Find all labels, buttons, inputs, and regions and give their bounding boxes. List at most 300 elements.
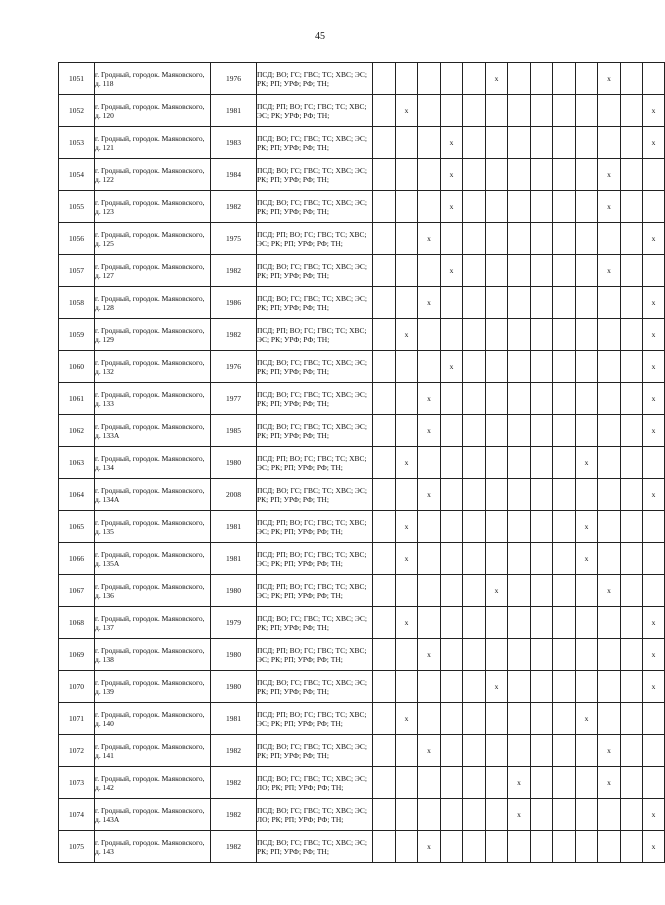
mark-cell (396, 127, 418, 159)
mark-cell (621, 703, 643, 735)
row-equipment: ПСД; ВО; ГС; ГВС; ТС; ХВС; ЭС; ЛО; РК; РП; УРФ; РФ; ТН; (257, 799, 373, 831)
mark-cell (396, 671, 418, 703)
mark-cell (576, 95, 598, 127)
mark-cell: x (418, 383, 441, 415)
row-equipment: ПСД; ВО; ГС; ГВС; ТС; ХВС; ЭС; РК; РП; УРФ; РФ; ТН; (257, 351, 373, 383)
mark-cell (598, 639, 621, 671)
row-number: 1063 (59, 447, 95, 479)
mark-cell (418, 543, 441, 575)
mark-cell (621, 575, 643, 607)
mark-cell (441, 639, 463, 671)
mark-cell: x (396, 447, 418, 479)
mark-cell (531, 287, 553, 319)
row-number: 1065 (59, 511, 95, 543)
row-number: 1072 (59, 735, 95, 767)
mark-cell (396, 639, 418, 671)
mark-cell (576, 63, 598, 95)
mark-cell: x (576, 703, 598, 735)
mark-cell (373, 639, 396, 671)
mark-cell (373, 255, 396, 287)
mark-cell: x (598, 735, 621, 767)
mark-cell (598, 511, 621, 543)
mark-cell (396, 255, 418, 287)
mark-cell (576, 639, 598, 671)
table-row (59, 351, 665, 383)
mark-cell: x (598, 575, 621, 607)
row-year: 1979 (211, 607, 257, 639)
mark-cell (598, 415, 621, 447)
mark-cell: x (643, 351, 665, 383)
mark-cell (598, 831, 621, 863)
table-row (59, 543, 665, 575)
mark-cell (508, 383, 531, 415)
mark-cell (553, 511, 576, 543)
row-number: 1068 (59, 607, 95, 639)
table-row (59, 703, 665, 735)
row-address: г. Гродный, городок. Маяковского, д. 129 (95, 319, 211, 351)
table-row (59, 223, 665, 255)
mark-cell: x (643, 639, 665, 671)
mark-cell (643, 735, 665, 767)
row-year: 1982 (211, 767, 257, 799)
mark-cell (553, 607, 576, 639)
mark-cell: x (598, 63, 621, 95)
row-number: 1067 (59, 575, 95, 607)
row-number: 1073 (59, 767, 95, 799)
mark-cell (621, 639, 643, 671)
mark-cell (576, 415, 598, 447)
mark-cell: x (486, 671, 508, 703)
row-number: 1058 (59, 287, 95, 319)
mark-cell (486, 95, 508, 127)
mark-cell (621, 223, 643, 255)
row-address: г. Гродный, городок. Маяковского, д. 136 (95, 575, 211, 607)
mark-cell (621, 735, 643, 767)
mark-cell (373, 671, 396, 703)
mark-cell (418, 159, 441, 191)
row-equipment: ПСД; РП; ВО; ГС; ГВС; ТС; ХВС; ЭС; РК; РП; УРФ; РФ; ТН; (257, 543, 373, 575)
table-row (59, 415, 665, 447)
mark-cell (553, 543, 576, 575)
mark-cell (396, 159, 418, 191)
mark-cell: x (441, 255, 463, 287)
mark-cell (553, 799, 576, 831)
mark-cell (598, 351, 621, 383)
table-row (59, 511, 665, 543)
mark-cell (598, 383, 621, 415)
row-year: 1981 (211, 511, 257, 543)
table-row (59, 639, 665, 671)
mark-cell (418, 607, 441, 639)
mark-cell (576, 671, 598, 703)
row-year: 1985 (211, 415, 257, 447)
mark-cell (463, 831, 486, 863)
mark-cell (463, 447, 486, 479)
mark-cell (576, 383, 598, 415)
mark-cell (553, 95, 576, 127)
mark-cell (531, 127, 553, 159)
mark-cell (531, 639, 553, 671)
row-number: 1066 (59, 543, 95, 575)
mark-cell (621, 415, 643, 447)
mark-cell (508, 351, 531, 383)
mark-cell (621, 671, 643, 703)
mark-cell (621, 95, 643, 127)
mark-cell (598, 479, 621, 511)
mark-cell (486, 767, 508, 799)
mark-cell (508, 447, 531, 479)
row-address: г. Гродный, городок. Маяковского, д. 132 (95, 351, 211, 383)
mark-cell (441, 703, 463, 735)
mark-cell (441, 543, 463, 575)
row-equipment: ПСД; ВО; ГС; ГВС; ТС; ХВС; ЭС; РК; РП; УРФ; РФ; ТН; (257, 831, 373, 863)
row-year: 1982 (211, 799, 257, 831)
mark-cell (643, 159, 665, 191)
mark-cell (396, 735, 418, 767)
mark-cell: x (576, 543, 598, 575)
mark-cell (486, 831, 508, 863)
mark-cell: x (418, 223, 441, 255)
mark-cell (576, 287, 598, 319)
row-address: г. Гродный, городок. Маяковского, д. 133А (95, 415, 211, 447)
mark-cell (373, 575, 396, 607)
mark-cell: x (441, 159, 463, 191)
mark-cell (486, 799, 508, 831)
mark-cell (441, 735, 463, 767)
mark-cell (486, 287, 508, 319)
mark-cell (441, 671, 463, 703)
mark-cell (576, 255, 598, 287)
row-equipment: ПСД; ВО; ГС; ГВС; ТС; ХВС; ЭС; РК; РП; УРФ; РФ; ТН; (257, 479, 373, 511)
table-row (59, 767, 665, 799)
mark-cell (373, 191, 396, 223)
row-address: г. Гродный, городок. Маяковского, д. 138 (95, 639, 211, 671)
mark-cell (373, 159, 396, 191)
row-address: г. Гродный, городок. Маяковского, д. 137 (95, 607, 211, 639)
row-address: г. Гродный, городок. Маяковского, д. 134А (95, 479, 211, 511)
mark-cell (621, 159, 643, 191)
mark-cell (463, 351, 486, 383)
mark-cell (643, 255, 665, 287)
mark-cell (598, 447, 621, 479)
mark-cell: x (396, 511, 418, 543)
row-year: 1981 (211, 543, 257, 575)
mark-cell (576, 799, 598, 831)
mark-cell (576, 831, 598, 863)
mark-cell (463, 799, 486, 831)
table-row (59, 607, 665, 639)
mark-cell: x (418, 415, 441, 447)
row-year: 1980 (211, 575, 257, 607)
mark-cell (373, 831, 396, 863)
mark-cell: x (643, 479, 665, 511)
mark-cell (441, 799, 463, 831)
row-year: 1984 (211, 159, 257, 191)
registry-table (58, 62, 665, 863)
mark-cell (553, 831, 576, 863)
mark-cell (553, 351, 576, 383)
mark-cell: x (418, 831, 441, 863)
row-year: 1977 (211, 383, 257, 415)
mark-cell (486, 255, 508, 287)
mark-cell (486, 127, 508, 159)
row-year: 1982 (211, 319, 257, 351)
mark-cell: x (418, 479, 441, 511)
mark-cell (508, 703, 531, 735)
mark-cell (553, 191, 576, 223)
mark-cell (553, 127, 576, 159)
mark-cell (441, 607, 463, 639)
mark-cell (373, 223, 396, 255)
mark-cell (508, 735, 531, 767)
mark-cell (621, 191, 643, 223)
row-address: г. Гродный, городок. Маяковского, д. 141 (95, 735, 211, 767)
mark-cell (486, 607, 508, 639)
mark-cell (553, 671, 576, 703)
table-row (59, 255, 665, 287)
mark-cell (396, 799, 418, 831)
row-equipment: ПСД; ВО; ГС; ГВС; ТС; ХВС; ЭС; РК; РП; УРФ; РФ; ТН; (257, 255, 373, 287)
row-number: 1056 (59, 223, 95, 255)
mark-cell (418, 351, 441, 383)
mark-cell (508, 223, 531, 255)
mark-cell (373, 415, 396, 447)
mark-cell (486, 639, 508, 671)
mark-cell (553, 319, 576, 351)
row-number: 1074 (59, 799, 95, 831)
table-row (59, 159, 665, 191)
mark-cell (373, 63, 396, 95)
mark-cell (486, 383, 508, 415)
row-address: г. Гродный, городок. Маяковского, д. 133 (95, 383, 211, 415)
mark-cell (486, 223, 508, 255)
row-number: 1075 (59, 831, 95, 863)
mark-cell (643, 543, 665, 575)
mark-cell (418, 575, 441, 607)
mark-cell: x (598, 255, 621, 287)
mark-cell (373, 127, 396, 159)
mark-cell (441, 479, 463, 511)
row-number: 1070 (59, 671, 95, 703)
row-address: г. Гродный, городок. Маяковского, д. 123 (95, 191, 211, 223)
mark-cell (621, 479, 643, 511)
mark-cell (508, 95, 531, 127)
mark-cell: x (396, 703, 418, 735)
mark-cell (553, 735, 576, 767)
mark-cell (553, 383, 576, 415)
mark-cell (643, 703, 665, 735)
mark-cell: x (441, 127, 463, 159)
row-number: 1061 (59, 383, 95, 415)
row-number: 1053 (59, 127, 95, 159)
mark-cell (598, 799, 621, 831)
mark-cell (441, 415, 463, 447)
mark-cell: x (396, 607, 418, 639)
mark-cell (598, 671, 621, 703)
mark-cell (531, 95, 553, 127)
mark-cell (418, 191, 441, 223)
mark-cell: x (598, 191, 621, 223)
row-equipment: ПСД; ВО; ГС; ГВС; ТС; ХВС; ЭС; РК; РП; УРФ; РФ; ТН; (257, 735, 373, 767)
mark-cell: x (396, 543, 418, 575)
mark-cell: x (643, 831, 665, 863)
mark-cell: x (508, 767, 531, 799)
row-equipment: ПСД; РП; ВО; ГС; ГВС; ТС; ХВС; ЭС; РК; УРФ; РФ; ТН; (257, 95, 373, 127)
mark-cell: x (396, 319, 418, 351)
mark-cell (396, 287, 418, 319)
row-year: 1981 (211, 703, 257, 735)
mark-cell (486, 319, 508, 351)
mark-cell (621, 831, 643, 863)
row-address: г. Гродный, городок. Маяковского, д. 125 (95, 223, 211, 255)
table-row (59, 447, 665, 479)
mark-cell: x (643, 383, 665, 415)
mark-cell (553, 479, 576, 511)
mark-cell (531, 255, 553, 287)
mark-cell (508, 543, 531, 575)
row-address: г. Гродный, городок. Маяковского, д. 120 (95, 95, 211, 127)
mark-cell (373, 95, 396, 127)
mark-cell (418, 703, 441, 735)
mark-cell (418, 799, 441, 831)
mark-cell (531, 607, 553, 639)
mark-cell (531, 223, 553, 255)
row-equipment: ПСД; ВО; ГС; ГВС; ТС; ХВС; ЭС; РК; РП; УРФ; РФ; ТН; (257, 607, 373, 639)
mark-cell (486, 351, 508, 383)
row-address: г. Гродный, городок. Маяковского, д. 127 (95, 255, 211, 287)
mark-cell (373, 799, 396, 831)
mark-cell (396, 383, 418, 415)
mark-cell (486, 191, 508, 223)
mark-cell (463, 95, 486, 127)
row-equipment: ПСД; ВО; ГС; ГВС; ТС; ХВС; ЭС; РК; РП; УРФ; РФ; ТН; (257, 415, 373, 447)
mark-cell (621, 767, 643, 799)
mark-cell: x (643, 127, 665, 159)
row-year: 1986 (211, 287, 257, 319)
table-row (59, 831, 665, 863)
table-row (59, 319, 665, 351)
mark-cell (643, 511, 665, 543)
mark-cell (463, 607, 486, 639)
registry-body (59, 63, 665, 863)
row-address: г. Гродный, городок. Маяковского, д. 135 (95, 511, 211, 543)
mark-cell (373, 607, 396, 639)
mark-cell: x (598, 159, 621, 191)
mark-cell (486, 159, 508, 191)
mark-cell (441, 575, 463, 607)
row-address: г. Гродный, городок. Маяковского, д. 135А (95, 543, 211, 575)
row-number: 1057 (59, 255, 95, 287)
mark-cell (373, 767, 396, 799)
mark-cell (373, 383, 396, 415)
mark-cell (553, 575, 576, 607)
row-year: 1982 (211, 831, 257, 863)
mark-cell (643, 63, 665, 95)
mark-cell (553, 639, 576, 671)
mark-cell (643, 447, 665, 479)
mark-cell (531, 351, 553, 383)
mark-cell (621, 351, 643, 383)
row-equipment: ПСД; РП; ВО; ГС; ГВС; ТС; ХВС; ЭС; РК; РП; УРФ; РФ; ТН; (257, 447, 373, 479)
mark-cell (643, 767, 665, 799)
mark-cell (463, 191, 486, 223)
mark-cell (441, 831, 463, 863)
row-equipment: ПСД; РП; ВО; ГС; ГВС; ТС; ХВС; ЭС; РК; РП; УРФ; РФ; ТН; (257, 223, 373, 255)
mark-cell (621, 799, 643, 831)
row-equipment: ПСД; ВО; ГС; ГВС; ТС; ХВС; ЭС; РК; РП; УРФ; РФ; ТН; (257, 159, 373, 191)
mark-cell (576, 575, 598, 607)
mark-cell (486, 447, 508, 479)
mark-cell (531, 735, 553, 767)
mark-cell (643, 575, 665, 607)
row-address: г. Гродный, городок. Маяковского, д. 118 (95, 63, 211, 95)
row-equipment: ПСД; ВО; ГС; ГВС; ТС; ХВС; ЭС; РК; РП; УРФ; РФ; ТН; (257, 671, 373, 703)
mark-cell (621, 383, 643, 415)
mark-cell (621, 511, 643, 543)
mark-cell (418, 511, 441, 543)
row-year: 1982 (211, 191, 257, 223)
mark-cell (531, 575, 553, 607)
mark-cell (441, 223, 463, 255)
mark-cell: x (643, 223, 665, 255)
mark-cell: x (643, 671, 665, 703)
mark-cell (463, 639, 486, 671)
row-equipment: ПСД; ВО; ГС; ГВС; ТС; ХВС; ЭС; РК; РП; УРФ; РФ; ТН; (257, 383, 373, 415)
row-address: г. Гродный, городок. Маяковского, д. 134 (95, 447, 211, 479)
mark-cell (441, 319, 463, 351)
row-number: 1064 (59, 479, 95, 511)
row-year: 1983 (211, 127, 257, 159)
mark-cell (441, 383, 463, 415)
mark-cell (598, 319, 621, 351)
mark-cell (441, 767, 463, 799)
row-equipment: ПСД; РП; ВО; ГС; ГВС; ТС; ХВС; ЭС; РК; РП; УРФ; РФ; ТН; (257, 575, 373, 607)
mark-cell (418, 255, 441, 287)
mark-cell (463, 767, 486, 799)
table-row (59, 287, 665, 319)
table-row (59, 191, 665, 223)
mark-cell (463, 511, 486, 543)
mark-cell: x (508, 799, 531, 831)
row-year: 1980 (211, 447, 257, 479)
row-year: 1975 (211, 223, 257, 255)
mark-cell: x (441, 351, 463, 383)
table-row (59, 383, 665, 415)
table-row (59, 671, 665, 703)
mark-cell (418, 63, 441, 95)
row-number: 1055 (59, 191, 95, 223)
mark-cell (441, 63, 463, 95)
row-address: г. Гродный, городок. Маяковского, д. 142 (95, 767, 211, 799)
mark-cell (463, 575, 486, 607)
row-equipment: ПСД; РП; ВО; ГС; ГВС; ТС; ХВС; ЭС; РК; УРФ; РФ; ТН; (257, 319, 373, 351)
mark-cell (396, 351, 418, 383)
mark-cell (396, 575, 418, 607)
mark-cell (576, 767, 598, 799)
mark-cell (621, 287, 643, 319)
mark-cell (373, 735, 396, 767)
mark-cell (396, 191, 418, 223)
mark-cell (463, 735, 486, 767)
mark-cell (441, 511, 463, 543)
mark-cell (396, 63, 418, 95)
row-number: 1060 (59, 351, 95, 383)
mark-cell (553, 223, 576, 255)
mark-cell (531, 799, 553, 831)
table-row (59, 479, 665, 511)
row-address: г. Гродный, городок. Маяковского, д. 128 (95, 287, 211, 319)
mark-cell (463, 703, 486, 735)
